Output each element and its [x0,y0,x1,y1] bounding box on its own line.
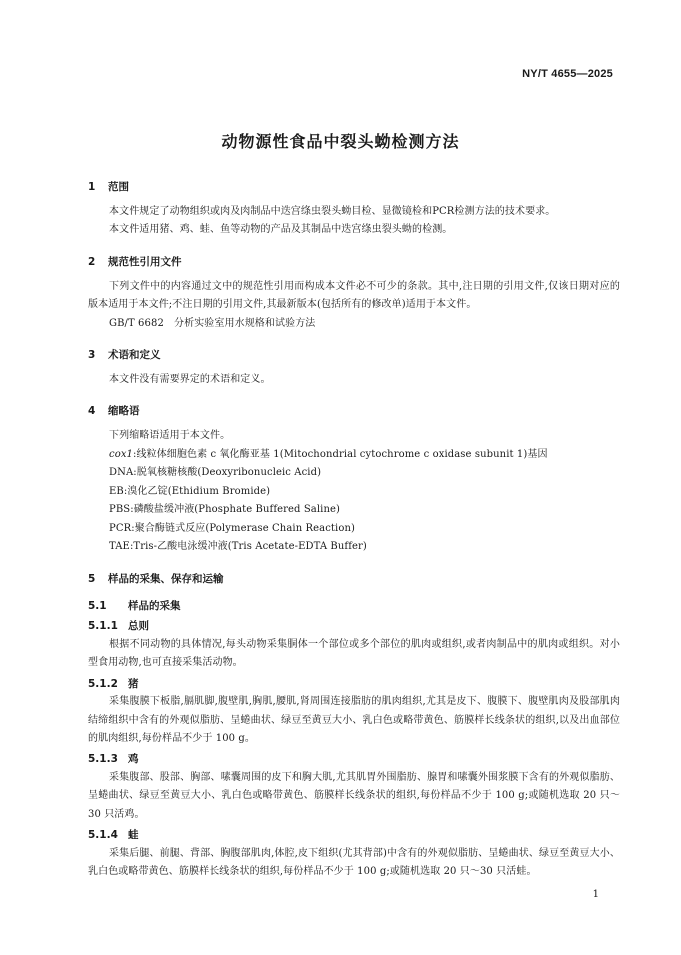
page-number: 1 [592,889,599,900]
paragraph: 下列文件中的内容通过文中的规范性引用而构成本文件必不可少的条款。其中,注日期的引用文件,仅该日期对应的版本适用于本文件;不注日期的引用文件,其最新版本(包括所有的修改单)适用于本文件。 [88,280,620,311]
subsection-number: 5.1.1 [88,620,118,633]
section-title: 术语和定义 [108,349,161,362]
paragraph: 采集腹膜下板脂,膈肌脚,腹壁肌,胸肌,腰肌,肾周围连接脂肪的肌肉组织,尤其是皮下、腹膜下、腹壁肌肉及股部肌肉结缔组织中含有的外观似脂肪、呈蜷曲状、绿豆至黄豆大小、乳白色或略带黄色、筋膜样长线条状的组织,以及出血部位的肌肉组织,每份样品不少于 100 g。 [88,696,620,744]
section-5-heading [88,570,620,589]
section-2-heading [88,253,620,272]
subsection-5-1-4-heading [88,826,620,845]
abbreviation-item [88,464,620,483]
subsection-title: 蛙 [128,829,139,842]
abbreviation-term: PCR [109,522,132,534]
document-body [88,178,620,881]
abbreviation-definition: :磷酸盐缓冲液(Phosphate Buffered Saline) [130,504,341,516]
paragraph: 本文件没有需要界定的术语和定义。 [109,374,271,386]
section-title: 缩略语 [108,405,140,418]
abbreviation-definition: :脱氧核糖核酸(Deoxyribonucleic Acid) [133,467,322,479]
abbreviation-term: PBS [109,504,131,516]
subsection-title: 猪 [128,677,139,690]
section-number: 5 [88,572,96,585]
abbreviation-definition: :聚合酶链式反应(Polymerase Chain Reaction) [131,522,356,534]
abbreviation-term: cox1 [109,448,134,460]
abbreviation-term: EB [109,485,124,497]
abbreviation-item [88,520,620,539]
subsection-5-1-1-heading [88,617,620,636]
paragraph: 本文件适用猪、鸡、蛙、鱼等动物的产品及其制品中迭宫绦虫裂头蚴的检测。 [109,224,453,236]
subsection-number: 5.1 [88,599,107,612]
paragraph: 本文件规定了动物组织或肉及肉制品中迭宫绦虫裂头蚴目检、显微镜检和PCR检测方法的技术要求。 [109,206,556,217]
subsection-5-1-heading [88,597,620,616]
subsection-number: 5.1.4 [88,829,118,842]
normative-reference: GB/T 6682 分析实验室用水规格和试验方法 [109,317,316,329]
section-number: 2 [88,255,96,268]
subsection-5-1-2-heading [88,675,620,694]
section-number: 4 [88,405,96,418]
section-number: 1 [88,181,96,193]
subsection-number: 5.1.3 [88,753,118,766]
abbreviation-item [88,501,620,520]
abbreviation-definition: :Tris-乙酸电泳缓冲液(Tris Acetate-EDTA Buffer) [129,541,367,553]
paragraph: 采集腹部、股部、胸部、嗉囊周围的皮下和胸大肌,尤其肌胃外围脂肪、腺胃和嗉囊外围浆膜下含有的外观似脂肪、呈蜷曲状、绿豆至黄豆大小、乳白色或略带黄色、筋膜样长线条状的组织,每份样品不少于 100 g;或随机选取 20 只～30 只活鸡。 [88,771,620,820]
abbreviation-item [88,538,620,557]
abbreviation-item [88,446,620,465]
paragraph: 采集后腿、前腿、背部、胸腹部肌肉,体腔,皮下组织(尤其背部)中含有的外观似脂肪、呈蜷曲状、绿豆至黄豆大小、乳白色或略带黄色、筋膜样长线条状的组织,每份样品不少于 100 g;或随机选取 20 只～30 只活蛙。 [88,847,620,877]
section-number: 3 [88,349,96,362]
abbreviation-item [88,483,620,502]
section-title: 规范性引用文件 [108,255,182,268]
standard-code: NY/T 4655—2025 [522,68,613,80]
abbreviation-term: TAE [109,541,130,553]
abbreviation-term: DNA [109,467,134,479]
paragraph: 下列缩略语适用于本文件。 [109,430,231,442]
subsection-title: 样品的采集 [128,599,181,612]
abbreviation-definition: :线粒体细胞色素 c 氧化酶亚基 1(Mitochondrial cytochrome c oxidase subunit 1)基因 [133,448,548,460]
paragraph: 根据不同动物的具体情况,每头动物采集胴体一个部位或多个部位的肌肉或组织,或者肉制品中的肌肉或组织。对小型食用动物,也可直接采集活动物。 [88,638,620,669]
section-title: 范围 [108,181,129,193]
section-title: 样品的采集、保存和运输 [108,572,224,585]
section-3-heading [88,346,620,365]
subsection-5-1-3-heading [88,750,620,769]
section-4-heading [88,402,620,421]
subsection-number: 5.1.2 [88,677,118,690]
document-title: 动物源性食品中裂头蚴检测方法 [221,132,460,151]
abbreviation-definition: :溴化乙锭(Ethidium Bromide) [123,485,271,497]
section-1-heading [88,178,620,197]
subsection-title: 鸡 [128,753,139,766]
subsection-title: 总则 [128,620,149,633]
